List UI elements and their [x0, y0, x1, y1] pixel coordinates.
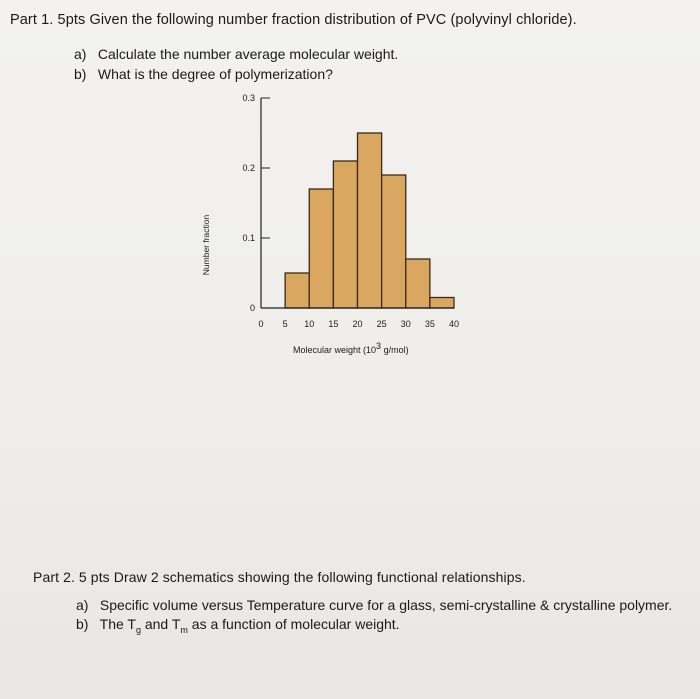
part2-question-b-pre: The T: [99, 616, 136, 632]
histogram-bar: [358, 133, 382, 308]
histogram-bar: [285, 273, 309, 308]
x-tick-label: 15: [328, 319, 339, 329]
y-tick-label: 0.2: [242, 163, 255, 173]
histogram-bar: [333, 161, 357, 308]
part2-title: Part 2. 5 pts Draw 2 schematics showing the following functional relationships.: [33, 569, 526, 585]
x-tick-label: 10: [304, 319, 315, 329]
question-b-label: b): [74, 66, 87, 82]
histogram-chart: [190, 90, 480, 370]
x-tick-label: 5: [282, 319, 288, 329]
histogram-bar: [406, 259, 430, 308]
histogram-bar: [430, 298, 454, 309]
histogram-bar: [309, 189, 333, 308]
x-axis-label: [293, 341, 409, 355]
x-axis-label-exponent: 3: [376, 341, 382, 351]
y-tick-label: 0.3: [242, 93, 255, 103]
histogram-svg: [190, 90, 480, 370]
part2-question-b-label: b): [76, 616, 89, 632]
part2-question-b-post: as a function of molecular weight.: [187, 616, 400, 632]
x-axis-label-unit: g/mol): [381, 345, 409, 355]
part1-question-a: [74, 46, 398, 62]
y-tick-label: 0.1: [242, 233, 255, 243]
part1-question-b: [74, 66, 333, 82]
question-b-text: What is the degree of polymerization?: [97, 66, 333, 82]
histogram-bar: [382, 175, 406, 308]
x-tick-label: 20: [352, 319, 363, 329]
part2-question-a: [76, 597, 672, 613]
x-tick-label: 30: [400, 319, 411, 329]
x-axis-label-main: Molecular weight (10: [293, 345, 377, 355]
x-tick-label: 0: [258, 319, 264, 329]
part2-question-a-label: a): [76, 597, 89, 613]
part2-question-b: [76, 616, 400, 635]
question-a-label: a): [74, 46, 87, 62]
x-tick-label: 40: [448, 319, 460, 329]
y-axis-label: Number fraction: [201, 214, 212, 276]
y-tick-label: 0: [249, 303, 255, 313]
x-tick-label: 25: [376, 319, 387, 329]
x-tick-label: 35: [424, 319, 435, 329]
part1-title: Part 1. 5pts Given the following number fraction distribution of PVC (polyvinyl chloride).: [10, 12, 577, 28]
tm-subscript: m: [180, 624, 188, 635]
part2-question-b-mid: and T: [140, 616, 181, 632]
part2-question-a-text: Specific volume versus Temperature curve for a glass, semi-crystalline & crystalline polymer.: [99, 597, 673, 613]
tg-subscript: g: [135, 624, 141, 635]
question-a-text: Calculate the number average molecular weight.: [97, 46, 399, 62]
